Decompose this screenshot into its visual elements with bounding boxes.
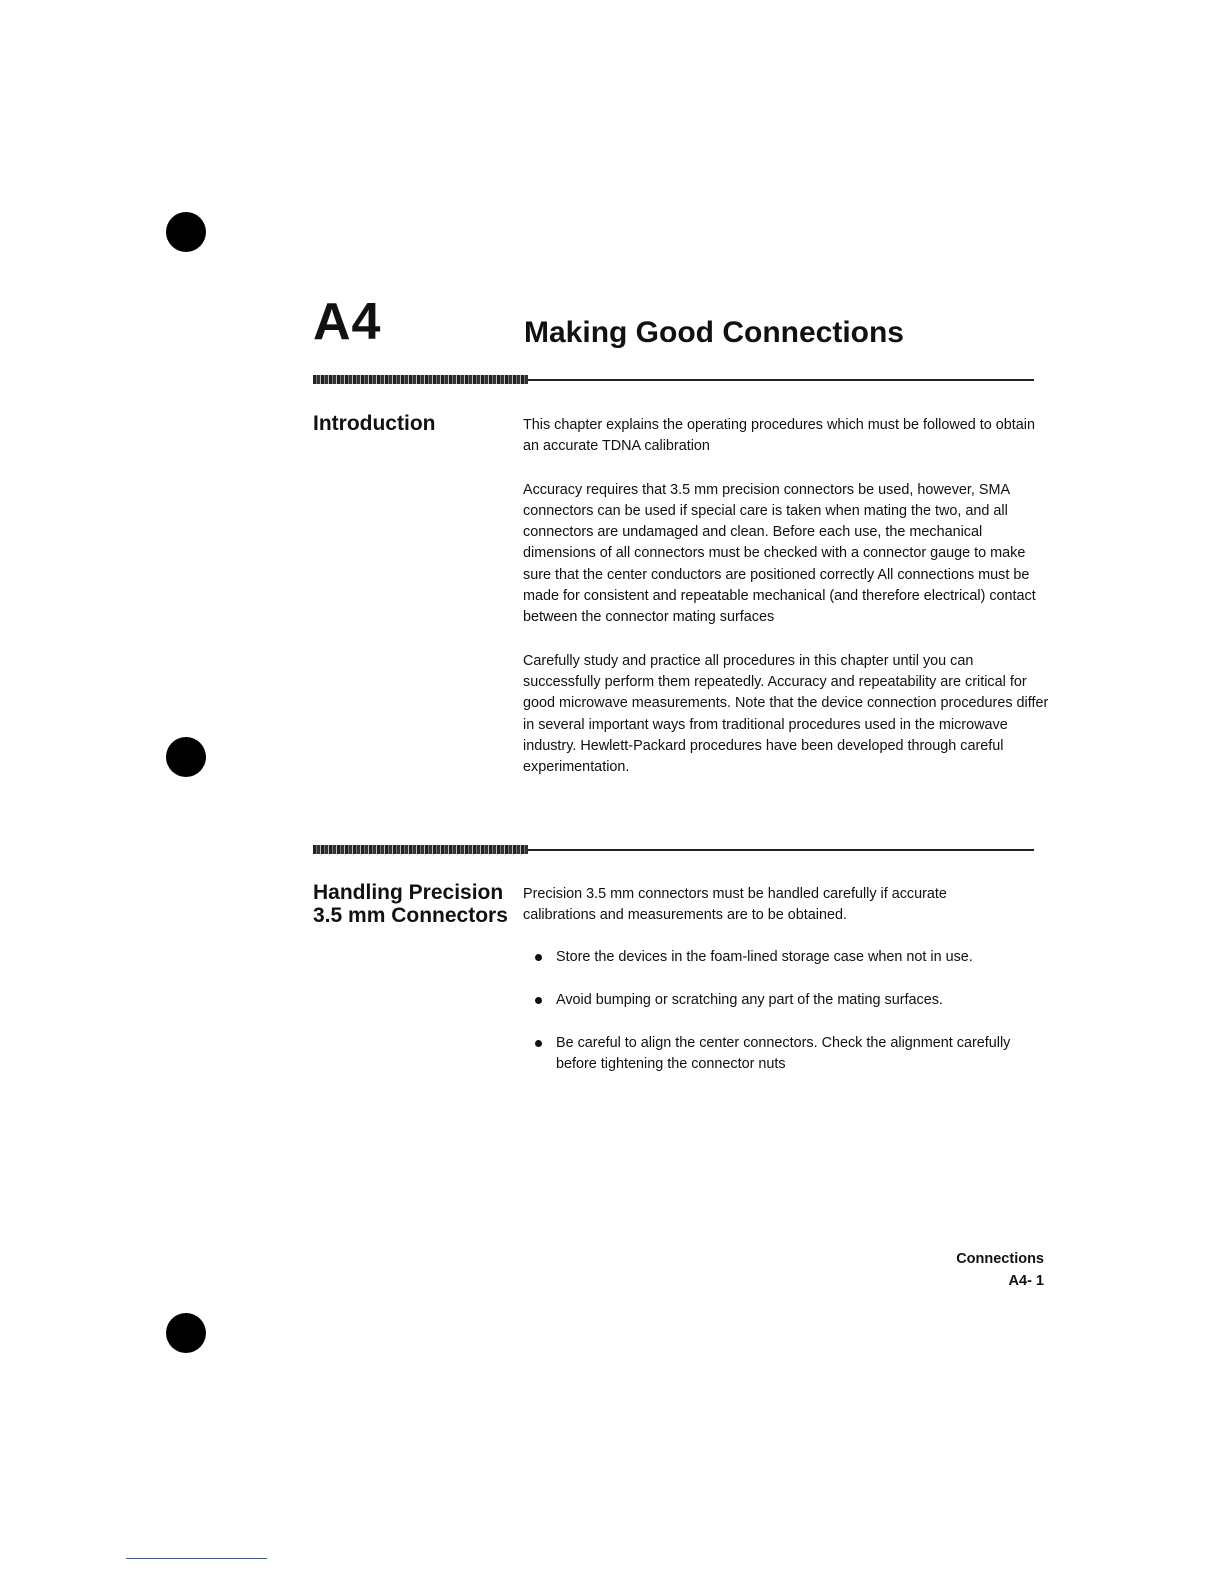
handling-bullet-list [533, 947, 1043, 1097]
footer-page-number: A4- 1 [1008, 1273, 1044, 1289]
intro-paragraph-2: Accuracy requires that 3.5 mm precision connectors be used, however, SMA connectors can be used if special care is taken when mating the two, and all connectors are undamaged and clean. Before each use, the mechanical dimensions of all connectors must be checked with a connector gauge to make sure that the center conductors are positioned correctly All connections must be made for consistent and repeatable mechanical (and therefore electrical) contact between the connector mating surfaces [523, 481, 1036, 626]
bullet-icon [535, 954, 542, 961]
binder-hole-top [166, 212, 206, 252]
chapter-number: A4 [313, 293, 382, 351]
section-rule [313, 843, 1034, 855]
section-rule [313, 373, 1034, 385]
bullet-icon [535, 1040, 542, 1047]
handling-heading [313, 881, 508, 927]
list-item: Avoid bumping or scratching any part of the mating surfaces. [533, 990, 1043, 1011]
intro-paragraph-3: Carefully study and practice all procedures in this chapter until you can successfully perform them repeatedly. Accuracy and repeatability are critical for good microwave measurements. Note that the device connection procedures differ in several important ways from traditional procedures used in the microwave industry. Hewlett-Packard procedures have been developed through careful experimentation. [523, 652, 1049, 776]
binder-hole-bottom [166, 1313, 206, 1353]
chapter-title: Making Good Connections [524, 316, 904, 349]
handling-heading-line-2: 3.5 mm Connectors [313, 904, 508, 927]
binder-hole-middle [166, 737, 206, 777]
footer-section-name: Connections [956, 1251, 1044, 1267]
handling-heading-line-1: Handling Precision [313, 881, 504, 904]
handling-intro [523, 884, 1023, 949]
bullet-icon [535, 997, 542, 1004]
page-bottom-rule [126, 1558, 267, 1559]
list-item: Store the devices in the foam-lined storage case when not in use. [533, 947, 1043, 968]
introduction-heading: Introduction [313, 412, 436, 435]
handling-intro-text: Precision 3.5 mm connectors must be handled carefully if accurate calibrations and measurements are to be obtained. [523, 886, 947, 924]
intro-paragraph-1: This chapter explains the operating procedures which must be followed to obtain an accurate TDNA calibration [523, 417, 1035, 455]
list-item: Be careful to align the center connectors. Check the alignment carefully before tightening the connector nuts [533, 1033, 1043, 1076]
introduction-body [523, 415, 1053, 800]
